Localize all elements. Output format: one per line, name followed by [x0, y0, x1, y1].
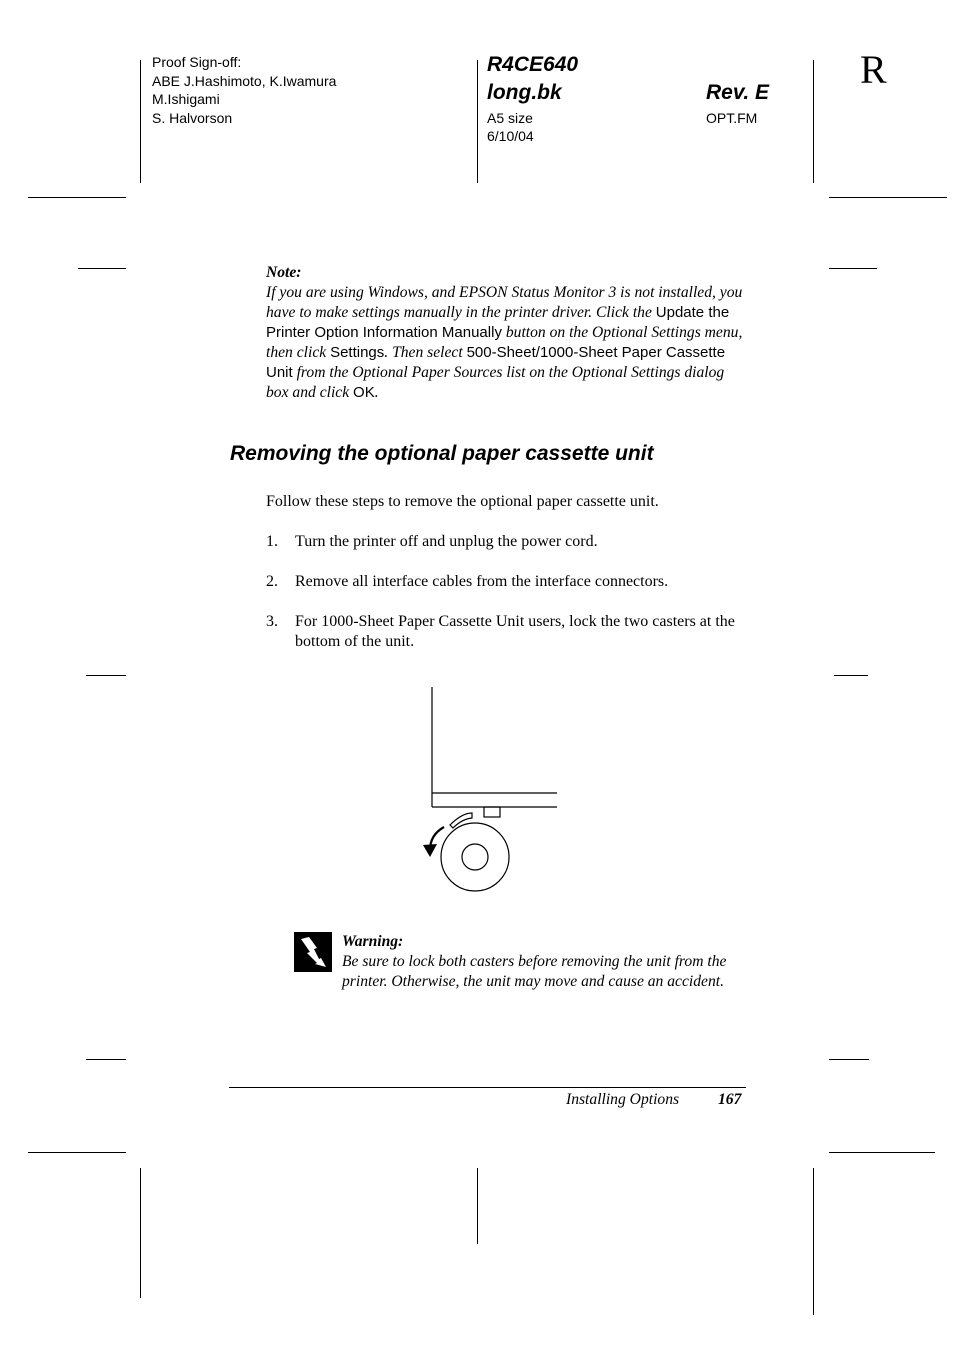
header-book: long.bk — [487, 81, 562, 104]
crop-mark — [477, 60, 478, 183]
header-file: OPT.FM — [706, 110, 758, 126]
ui-term-settings: Settings — [330, 344, 385, 361]
note-text-part: from the Optional Paper Sources list on the Optional Settings dialog box and click — [266, 364, 725, 401]
caster-wheel — [441, 823, 509, 891]
header-revision: Rev. E — [706, 81, 770, 104]
ui-term-update-option-info: Update the Printer Option Information Manually — [266, 304, 730, 341]
crop-mark — [829, 197, 947, 198]
arrow-head — [423, 844, 437, 857]
note-block — [266, 263, 748, 403]
step-number: 3. — [266, 613, 278, 630]
footer-section-name: Installing Options — [566, 1091, 680, 1108]
crop-mark — [78, 268, 126, 269]
warning-lightning-icon — [294, 932, 332, 972]
proof-line: ABE J.Hashimoto, K.Iwamura — [152, 72, 337, 89]
page-number: 167 — [718, 1091, 742, 1108]
crop-mark — [834, 675, 868, 676]
caster-lock-illustration — [410, 685, 570, 900]
crop-mark — [829, 1059, 869, 1060]
note-text — [266, 283, 748, 403]
warning-label: Warning: — [342, 933, 404, 950]
note-text-part: . Then select — [384, 344, 467, 361]
note-text-part: If you are using Windows, and EPSON Status Monitor 3 is not installed, you have to make settings manually in the printer driver. Click the — [266, 284, 743, 321]
step-number: 2. — [266, 573, 278, 590]
corner-letter: R — [860, 47, 887, 92]
step-number: 1. — [266, 533, 278, 550]
crop-mark — [813, 60, 814, 183]
warning-block — [342, 932, 752, 992]
ui-term-ok: OK — [353, 384, 375, 401]
crop-mark — [829, 1152, 935, 1153]
step-text: For 1000-Sheet Paper Cassette Unit users, lock the two casters at the bottom of the unit. — [295, 613, 735, 650]
crop-mark — [829, 268, 877, 269]
proof-line: M.Ishigami — [152, 91, 220, 107]
crop-mark — [140, 1168, 141, 1298]
crop-mark — [86, 675, 126, 676]
header-model: R4CE640 — [487, 53, 579, 76]
section-title: Removing the optional paper cassette unit — [230, 442, 654, 465]
header-date: 6/10/04 — [487, 128, 534, 144]
warning-text: Be sure to lock both casters before removing the unit from the printer. Otherwise, the unit may move and cause an accident. — [342, 953, 727, 990]
crop-mark — [140, 60, 141, 183]
step-text: Turn the printer off and unplug the power cord. — [295, 533, 598, 550]
crop-mark — [28, 1152, 126, 1153]
caster-mount — [484, 807, 500, 817]
proof-line: Proof Sign-off: — [152, 54, 242, 70]
note-text-part: button on the Optional Settings menu, then click — [266, 324, 743, 361]
note-text-part: . — [374, 384, 379, 401]
ui-term-cassette-unit: 500-Sheet/1000-Sheet Paper Cassette Unit — [266, 344, 726, 381]
proof-signoff — [152, 53, 336, 127]
footer-rule — [229, 1087, 746, 1088]
header-size: A5 size — [487, 110, 533, 126]
crop-mark — [813, 1168, 814, 1315]
crop-mark — [28, 197, 126, 198]
step-text: Remove all interface cables from the interface connectors. — [295, 573, 669, 590]
proof-line: S. Halvorson — [152, 109, 233, 126]
crop-mark — [477, 1168, 478, 1244]
section-intro: Follow these steps to remove the optional paper cassette unit. — [266, 493, 659, 510]
note-label: Note: — [266, 264, 302, 281]
crop-mark — [86, 1059, 126, 1060]
